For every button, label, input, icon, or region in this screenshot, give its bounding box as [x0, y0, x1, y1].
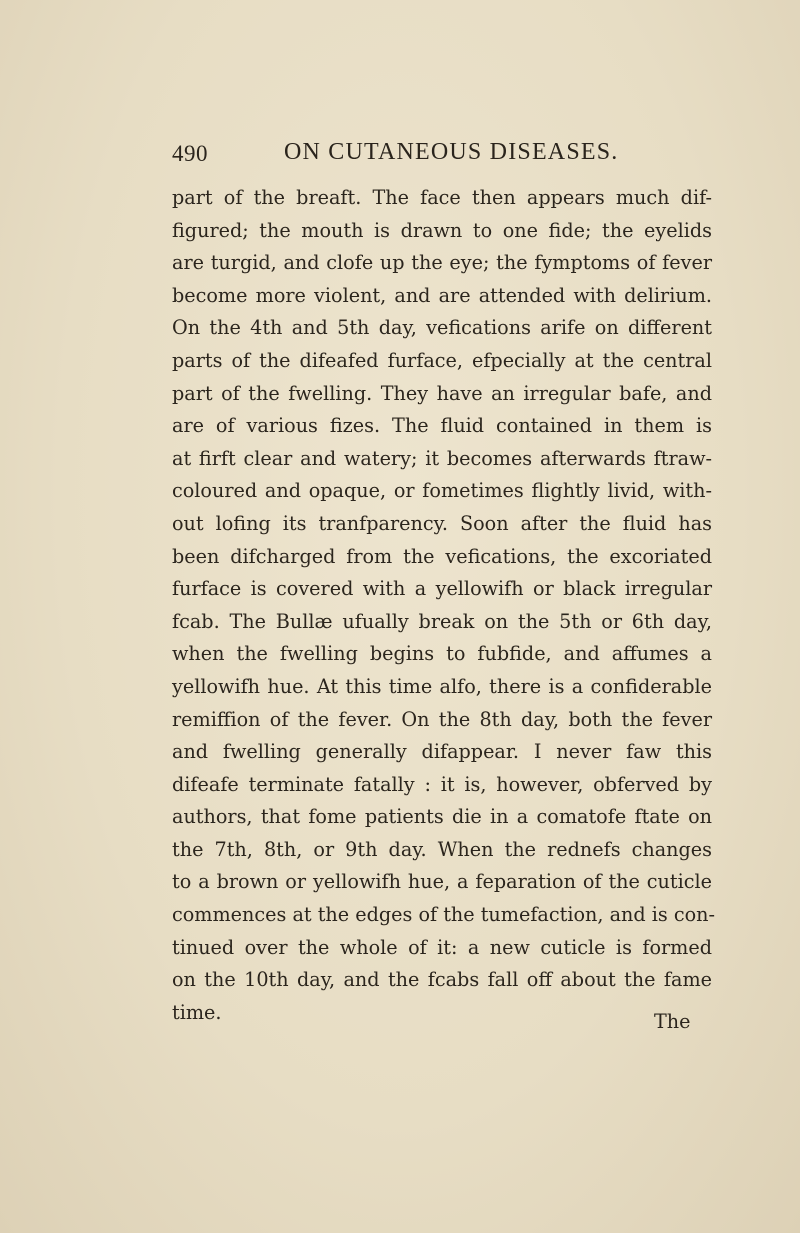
text-line: figured; the mouth is drawn to one fide; the eyelids [172, 218, 712, 242]
text-line: part of the fwelling. They have an irregular bafe, and [172, 381, 712, 405]
text-line: On the 4th and 5th day, vefications arife on different [172, 316, 712, 340]
text-line: fcab. The Bullæ ufually break on the 5th or 6th day, [172, 609, 712, 633]
text-line: the 7th, 8th, or 9th day. When the rednefs changes [172, 837, 712, 861]
text-line: part of the breaft. The face then appears much dif- [172, 186, 712, 209]
catchword: The [654, 1010, 691, 1033]
text-line: become more violent, and are attended with delirium. [172, 283, 712, 307]
text-line: remiffion of the fever. On the 8th day, both the fever [172, 707, 712, 731]
text-line: on the 10th day, and the fcabs fall off about the fame [172, 968, 712, 992]
text-line: authors, that fome patients die in a comatofe ftate on [172, 805, 712, 829]
running-head: ON CUTANEOUS DISEASES. [284, 139, 619, 165]
text-line: out lofing its tranfparency. Soon after the fluid has [172, 511, 712, 535]
page-header [172, 139, 712, 173]
body-text [172, 182, 715, 1029]
text-line: commences at the edges of the tumefaction, and is con- [172, 903, 715, 927]
page-number: 490 [172, 141, 208, 166]
text-line: furface is covered with a yellowifh or black irregular [172, 577, 712, 601]
text-line: coloured and opaque, or fometimes flightly livid, with- [172, 479, 712, 503]
text-line: parts of the difeafed furface, efpecially at the central [172, 348, 712, 372]
text-line: at firft clear and watery; it becomes afterwards ftraw- [172, 446, 712, 470]
text-line: time. [172, 1000, 222, 1024]
text-line: and fwelling generally difappear. I never faw this [172, 740, 712, 764]
text-line: yellowifh hue. At this time alfo, there is a confiderable [172, 674, 712, 698]
text-line: are of various fizes. The fluid contained in them is [172, 414, 712, 438]
text-line: to a brown or yellowifh hue, a feparation of the cuticle [172, 870, 712, 894]
text-line: been difcharged from the vefications, the excoriated [172, 544, 712, 568]
text-line: are turgid, and clofe up the eye; the fymptoms of fever [172, 251, 712, 275]
text-line: when the fwelling begins to fubfide, and affumes a [172, 642, 712, 666]
text-line: tinued over the whole of it: a new cuticle is formed [172, 935, 712, 959]
text-line: difeafe terminate fatally : it is, however, obferved by [172, 772, 712, 796]
